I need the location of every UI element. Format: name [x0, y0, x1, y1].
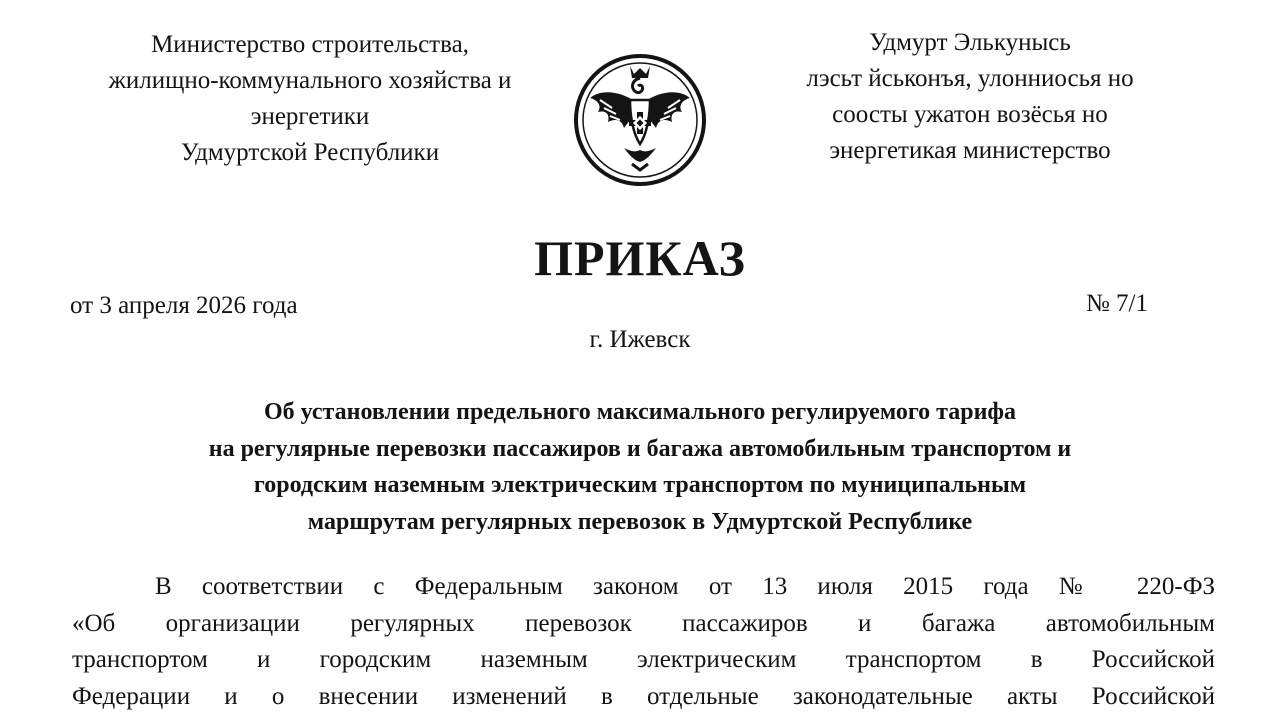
ministry-name-line: Министерство строительства,	[151, 31, 469, 58]
ministry-name-line: лэсьт йськонъя, улонниосья но	[806, 65, 1134, 92]
heading-line: на регулярные перевозки пассажиров и багажа автомобильным транспортом и	[208, 435, 1072, 462]
udmurt-coat-of-arms-icon	[572, 52, 708, 188]
order-number: № 7/1	[1085, 290, 1148, 317]
body-line: «Об организации регулярных перевозок пассажиров и багажа автомобильным	[72, 609, 1215, 637]
ministry-name-line: энергетики	[250, 103, 370, 130]
heading-line: городским наземным электрическим транспортом по муниципальным	[253, 472, 1027, 498]
order-date: от 3 апреля 2026 года	[70, 292, 298, 319]
order-body-paragraph	[72, 569, 1215, 716]
ministry-name-line: соосты ужатон возёсья но	[832, 101, 1108, 128]
body-line: Федерации и о внесении изменений в отдельные законодательные акты Российской	[72, 683, 1215, 711]
document-type-title: ПРИКАЗ	[534, 230, 746, 286]
heading-line: маршрутам регулярных перевозок в Удмуртской Республике	[307, 508, 973, 535]
body-line: В соответствии с Федеральным законом от 13 июля 2015 года № 220-ФЗ	[155, 573, 1215, 600]
ministry-name-russian	[40, 27, 580, 171]
order-city: г. Ижевск	[589, 326, 691, 353]
heading-line: Об установлении предельного максимального регулируемого тарифа	[263, 399, 1017, 425]
ministry-name-line: энергетикая министерство	[829, 137, 1111, 164]
ministry-name-line: Удмуртской Республики	[180, 139, 440, 166]
body-line: транспортом и городским наземным электрическим транспортом в Российской	[72, 646, 1215, 674]
ministry-name-line: жилищно-коммунального хозяйства и	[108, 67, 512, 94]
ministry-name-udmurt	[700, 25, 1240, 169]
ministry-name-line: Удмурт Элькунысь	[869, 29, 1071, 56]
order-heading	[60, 394, 1220, 540]
